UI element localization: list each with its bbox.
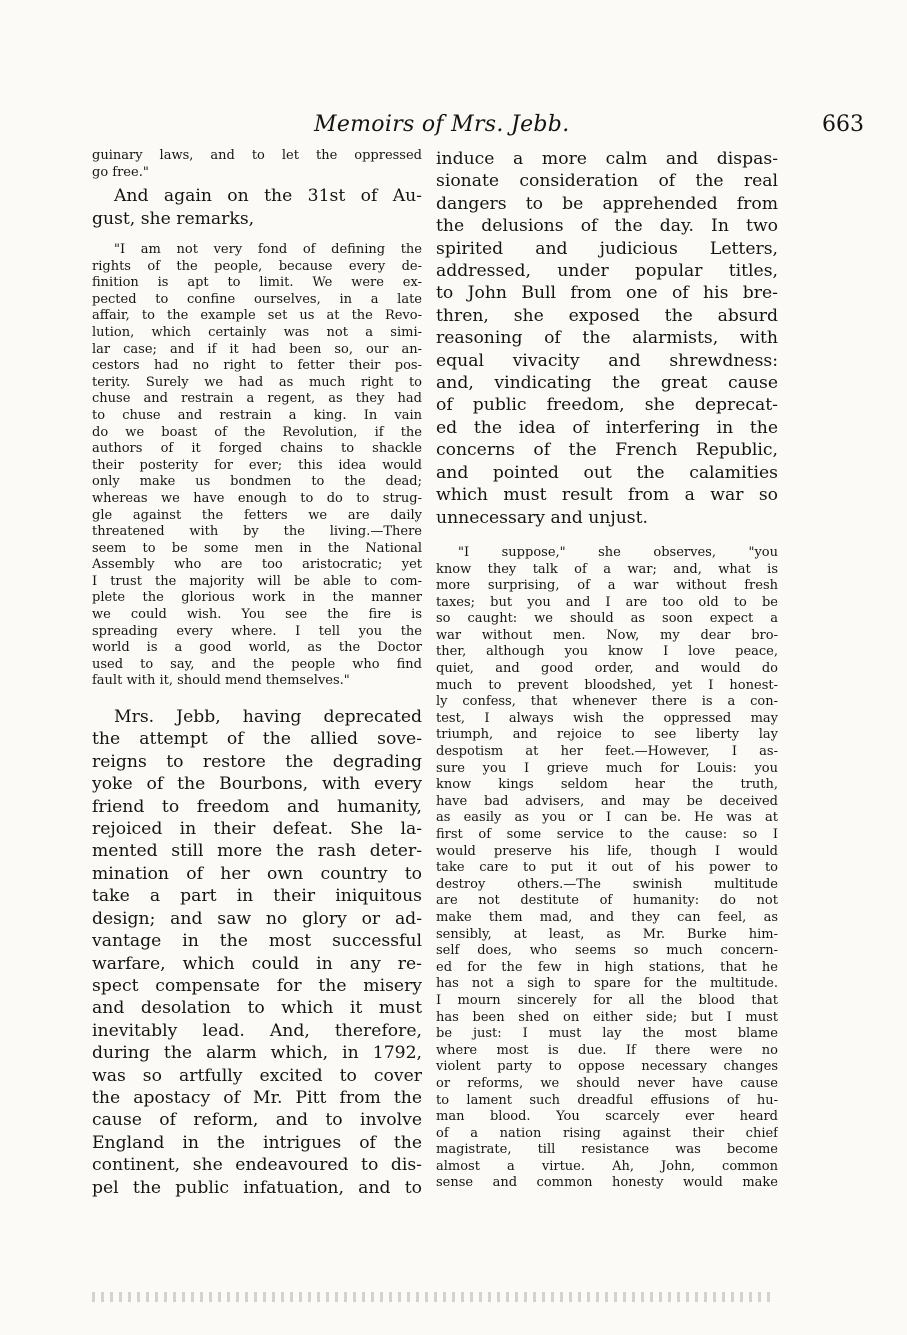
text-line: their posterity for ever; this idea would: [92, 457, 422, 473]
text-line: affair, to the example set us at the Revo-: [92, 308, 422, 324]
text-line: ther, although you know I love peace,: [436, 644, 778, 660]
right-column: [436, 148, 778, 1192]
body-paragraph: [92, 706, 422, 1199]
text-line: more surprising, of a war without fresh: [436, 578, 778, 594]
text-line: destroy others.—The swinish multitude: [436, 876, 778, 892]
text-line: where most is due. If there were no: [436, 1042, 778, 1058]
text-line: threatened with by the living.—There: [92, 524, 422, 540]
text-line: I mourn sincerely for all the blood that: [436, 992, 778, 1008]
text-line: friend to freedom and humanity,: [92, 796, 422, 817]
text-line: pected to confine ourselves, in a late: [92, 291, 422, 307]
text-line: lar case; and if it had been so, our an-: [92, 341, 422, 357]
text-line: world is a good world, as the Doctor: [92, 640, 422, 656]
letter-quote: [436, 545, 778, 1192]
text-line: rights of the people, because every de-: [92, 258, 422, 274]
text-line: first of some service to the cause: so I: [436, 827, 778, 842]
text-line: quiet, and good order, and would do: [436, 661, 778, 677]
text-line: mented still more the rash deter-: [92, 841, 422, 862]
quote-continuation: [92, 148, 422, 181]
text-line: chuse and restrain a regent, as they had: [92, 391, 422, 407]
text-line: finition is apt to limit. We were ex-: [92, 275, 422, 291]
text-line: are not destitute of humanity: do not: [436, 893, 778, 909]
text-line: plete the glorious work in the manner: [92, 590, 422, 606]
text-line: the attempt of the allied sove-: [92, 729, 422, 750]
left-column: [92, 148, 422, 1199]
text-line: which must result from a war so: [436, 485, 778, 506]
text-line: much to prevent bloodshed, yet I honest-: [436, 677, 778, 693]
text-line: mination of her own country to: [92, 863, 422, 884]
text-line: and pointed out the calamities: [436, 462, 778, 483]
text-line: or reforms, we should never have cause: [436, 1075, 778, 1091]
text-line: man blood. You scarcely ever heard: [436, 1109, 778, 1125]
text-line: warfare, which could in any re-: [92, 953, 422, 974]
text-line: go free.": [92, 164, 149, 180]
text-line: sionate consideration of the real: [436, 171, 778, 192]
intro-paragraph: [92, 185, 422, 230]
text-line: during the alarm which, in 1792,: [92, 1043, 422, 1064]
text-line: as easily as you or I can be. He was at: [436, 810, 778, 826]
text-line: ed the idea of interfering in the: [436, 417, 778, 438]
text-line: war without men. Now, my dear bro-: [436, 627, 778, 643]
text-line: taxes; but you and I are too old to be: [436, 594, 778, 610]
text-line: design; and saw no glory or ad-: [92, 908, 422, 929]
text-line: take care to put it out of his power to: [436, 860, 778, 876]
text-line: take a part in their iniquitous: [92, 886, 422, 907]
text-line: know kings seldom hear the truth,: [436, 777, 778, 793]
text-line: almost a virtue. Ah, John, common: [436, 1158, 778, 1174]
running-head: [92, 112, 872, 142]
bleed-through-smudge: [92, 1292, 772, 1302]
text-line: ly confess, that whenever there is a con-: [436, 694, 778, 710]
text-line: and desolation to which it must: [92, 998, 422, 1019]
text-line: cestors had no right to fetter their pos-: [92, 358, 422, 374]
text-line: sense and common honesty would make: [436, 1175, 778, 1191]
text-line: unnecessary and unjust.: [436, 507, 648, 528]
letter-quote: [92, 242, 422, 690]
text-line: vantage in the most successful: [92, 931, 422, 952]
text-line: terity. Surely we had as much right to: [92, 374, 422, 390]
text-line: "I am not very fond of defining the: [114, 242, 422, 257]
text-line: to chuse and restrain a king. In vain: [92, 407, 422, 423]
text-line: continent, she endeavoured to dis-: [92, 1155, 422, 1176]
text-line: has not a sigh to spare for the multitude.: [436, 976, 778, 992]
text-line: to John Bull from one of his bre-: [436, 283, 778, 304]
text-line: triumph, and rejoice to see liberty lay: [436, 727, 778, 743]
text-line: pel the public infatuation, and to: [92, 1177, 422, 1198]
page-number: 663: [822, 112, 864, 137]
text-line: the apostacy of Mr. Pitt from the: [92, 1087, 422, 1108]
text-line: test, I always wish the oppressed may: [436, 710, 778, 726]
text-line: addressed, under popular titles,: [436, 261, 778, 282]
text-line: violent party to oppose necessary changes: [436, 1059, 778, 1075]
text-line: fault with it, should mend themselves.": [92, 673, 350, 689]
text-line: despotism at her feet.—However, I as-: [436, 744, 778, 760]
text-line: And again on the 31st of Au-: [114, 186, 422, 207]
text-line: cause of reform, and to involve: [92, 1110, 422, 1131]
text-line: the delusions of the day. In two: [436, 216, 778, 237]
text-line: yoke of the Bourbons, with every: [92, 774, 422, 795]
text-line: inevitably lead. And, therefore,: [92, 1020, 422, 1041]
text-line: induce a more calm and dispas-: [436, 149, 778, 169]
text-line: used to say, and the people who find: [92, 656, 422, 672]
text-line: gust, she remarks,: [92, 208, 255, 229]
text-line: whereas we have enough to do to strug-: [92, 490, 422, 506]
text-line: make them mad, and they can feel, as: [436, 909, 778, 925]
text-line: guinary laws, and to let the oppressed: [92, 148, 422, 163]
text-line: gle against the fetters we are daily: [92, 507, 422, 523]
text-line: spirited and judicious Letters,: [436, 238, 778, 259]
text-line: self does, who seems so much concern-: [436, 943, 778, 959]
text-line: would preserve his life, though I would: [436, 843, 778, 859]
text-line: has been shed on either side; but I must: [436, 1009, 778, 1025]
text-line: we could wish. You see the fire is: [92, 607, 422, 623]
text-line: England in the intrigues of the: [92, 1132, 422, 1153]
text-line: reigns to restore the degrading: [92, 751, 422, 772]
text-line: so caught: we should as soon expect a: [436, 611, 778, 627]
text-line: spect compensate for the misery: [92, 975, 422, 996]
text-line: equal vivacity and shrewdness:: [436, 350, 778, 371]
text-line: only make us bondmen to the dead;: [92, 474, 422, 490]
text-line: dangers to be apprehended from: [436, 193, 778, 214]
text-line: be just: I must lay the most blame: [436, 1026, 778, 1042]
text-line: "I suppose," she observes, "you: [458, 544, 778, 560]
text-line: sure you I grieve much for Louis: you: [436, 760, 778, 776]
text-line: do we boast of the Revolution, if the: [92, 424, 422, 440]
text-line: concerns of the French Republic,: [436, 440, 778, 461]
text-line: was so artfully excited to cover: [92, 1065, 422, 1086]
text-line: I trust the majority will be able to com-: [92, 573, 422, 589]
text-line: reasoning of the alarmists, with: [436, 328, 778, 349]
text-line: know they talk of a war; and, what is: [436, 561, 778, 577]
text-line: of public freedom, she deprecat-: [436, 395, 778, 416]
text-line: have bad advisers, and may be deceived: [436, 793, 778, 809]
text-line: magistrate, till resistance was become: [436, 1142, 778, 1158]
text-line: seem to be some men in the National: [92, 540, 422, 556]
text-line: Assembly who are too aristocratic; yet: [92, 557, 422, 573]
body-paragraph: [436, 148, 778, 529]
text-line: sensibly, at least, as Mr. Burke him-: [436, 926, 778, 942]
text-line: authors of it forged chains to shackle: [92, 441, 422, 457]
text-line: rejoiced in their defeat. She la-: [92, 819, 422, 840]
text-line: to lament such dreadful effusions of hu-: [436, 1092, 778, 1108]
text-line: and, vindicating the great cause: [436, 373, 778, 394]
text-line: ed for the few in high stations, that he: [436, 959, 778, 975]
running-title: Memoirs of Mrs. Jebb.: [314, 112, 570, 137]
text-line: spreading every where. I tell you the: [92, 623, 422, 639]
text-line: Mrs. Jebb, having deprecated: [114, 707, 422, 728]
text-line: thren, she exposed the absurd: [436, 305, 778, 326]
text-line: of a nation rising against their chief: [436, 1125, 778, 1141]
text-line: lution, which certainly was not a simi-: [92, 324, 422, 340]
